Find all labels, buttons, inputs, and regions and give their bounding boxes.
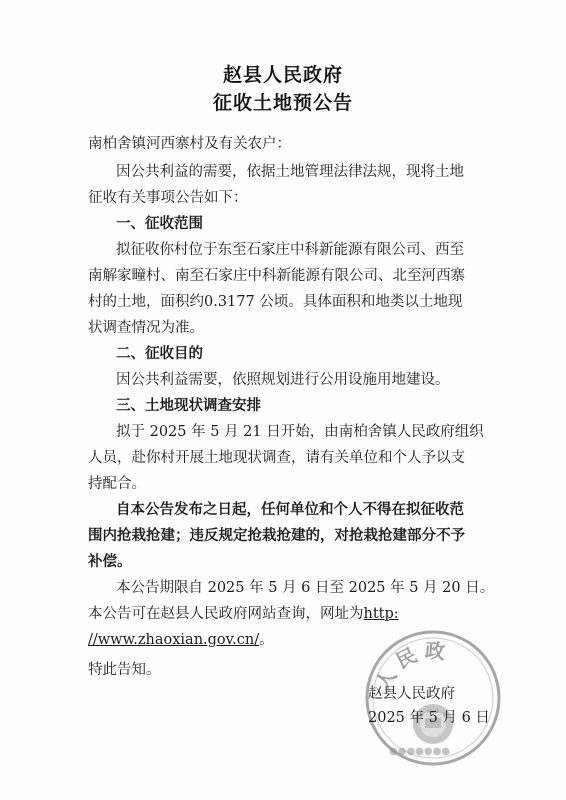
section-2-heading: 二、征收目的 — [116, 346, 203, 362]
section-1-line-2: 南解家疃村、南至石家庄中科新能源有限公司、北至河西寨 — [88, 268, 465, 284]
section-1-line-4: 状调查情况为准。 — [88, 320, 204, 336]
section-3-line-3: 持配合。 — [88, 476, 146, 492]
intro-line-1: 因公共利益的需要，依据土地管理法律法规，现将土地 — [116, 164, 464, 180]
notice-line-1: 自本公告发布之日起，任何单位和个人不得在拟征收范 — [116, 502, 464, 518]
seal-text: 人民政 — [370, 638, 453, 695]
period-text: 本公告期限自 2025 年 5 月 6 日至 2025 年 5 月 20 日。 — [116, 580, 495, 596]
section-1-line-3: 村的土地，面积约0.3177 公顷。具体面积和地类以土地现 — [88, 294, 463, 310]
section-1-line-1: 拟征收你村位于东至石家庄中科新能源有限公司、西至 — [116, 242, 464, 258]
svg-text:●●●●●●●: ●●●●●●● — [389, 746, 451, 757]
website-line-1 — [88, 604, 399, 624]
section-3-line-1: 拟于 2025 年 5 月 21 日开始，由南柏舍镇人民政府组织 — [116, 424, 484, 440]
closing-text: 特此告知。 — [88, 662, 161, 678]
signature-org: 赵县人民政府 — [368, 686, 455, 702]
title-line-1: 赵县人民政府 — [222, 64, 343, 86]
section-3-line-2: 人员，赴你村开展土地现状调查，请有关单位和个人予以支 — [88, 450, 465, 466]
title-line-2: 征收土地预公告 — [212, 92, 353, 114]
section-1-heading: 一、征收范围 — [116, 216, 203, 232]
section-3-heading: 三、土地现状调查安排 — [116, 398, 261, 414]
website-line-2 — [88, 630, 274, 650]
website-prefix: 本公告可在赵县人民政府网站查询，网址为 — [88, 606, 364, 622]
notice-line-2: 围内抢栽抢建；违反规定抢栽抢建的，对抢栽抢建部分不予 — [88, 528, 465, 544]
website-link-part-1[interactable]: http: — [363, 606, 399, 622]
website-suffix: 。 — [259, 632, 274, 648]
salutation: 南柏舍镇河西寨村及有关农户： — [88, 136, 291, 152]
intro-line-2: 征收有关事项公告如下： — [88, 190, 248, 206]
signature-date: 2025 年 5 月 6 日 — [368, 710, 490, 726]
notice-line-3: 补偿。 — [88, 554, 132, 570]
website-link-part-2[interactable]: //www.zhaoxian.gov.cn/ — [88, 632, 260, 648]
section-2-line-1: 因公共利益需要，依照规划进行公用设施用地建设。 — [116, 372, 450, 388]
